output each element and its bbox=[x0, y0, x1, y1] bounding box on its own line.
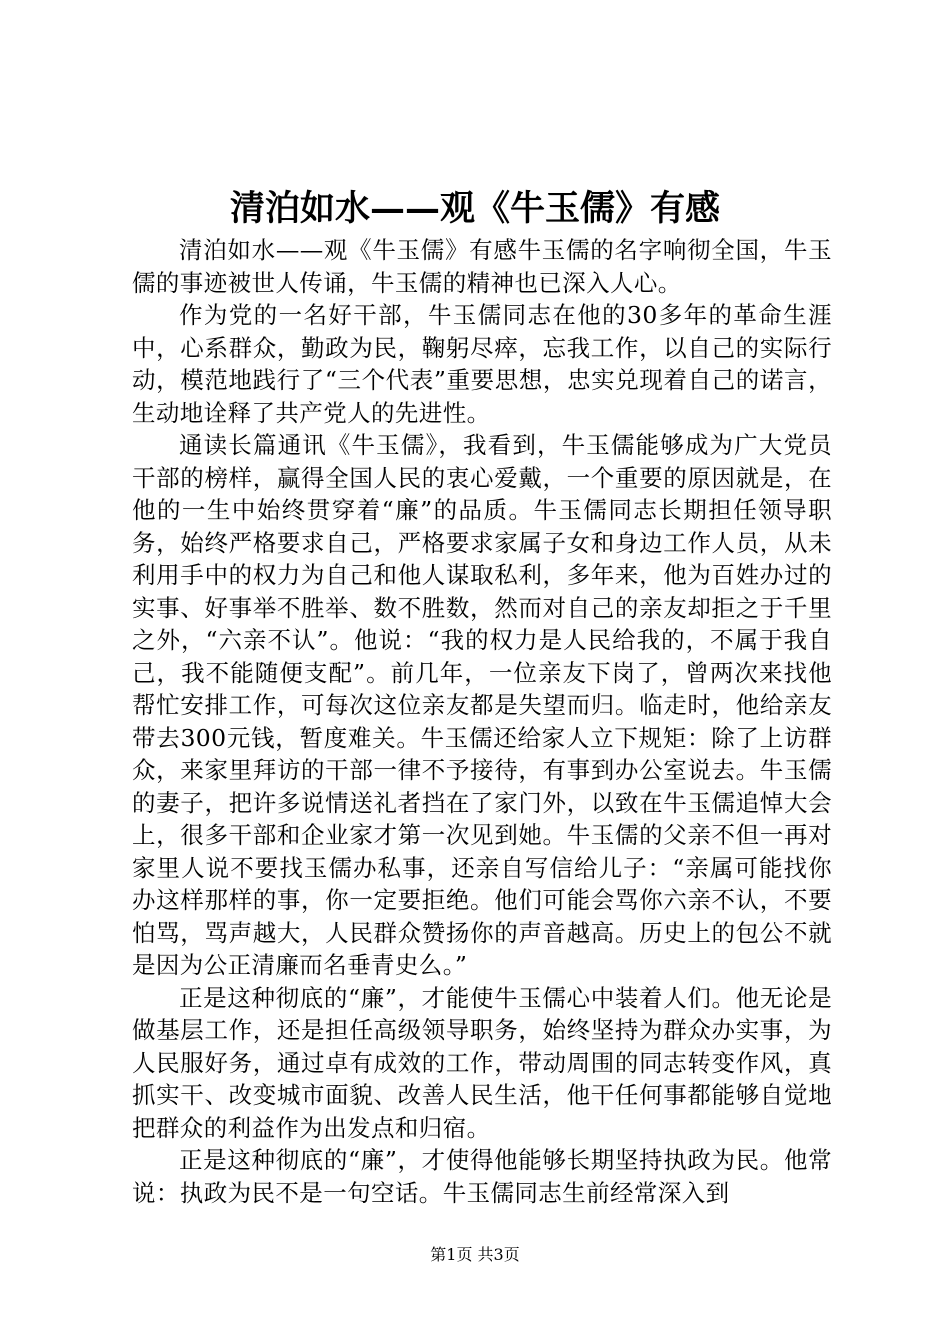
page-title: 清泊如水——观《牛玉儒》有感 bbox=[229, 188, 720, 229]
paragraph-2: 作为党的一名好干部，牛玉儒同志在他的30多年的革命生涯中，心系群众，勤政为民，鞠躬尽瘁，忘我工作，以自己的实际行动，模范地践行了“三个代表”重要思想，忠实兑现着自己的诺言，生动地诠释了共产党人的先进性。 bbox=[132, 301, 832, 427]
page-number-footer: 第1页 共3页 bbox=[430, 1245, 520, 1264]
paragraph-5: 正是这种彻底的“廉”，才使得他能够长期坚持执政为民。他常说：执政为民不是一句空话。牛玉儒同志生前经常深入到 bbox=[132, 1146, 832, 1207]
paragraph-1: 清泊如水——观《牛玉儒》有感牛玉儒的名字响彻全国，牛玉儒的事迹被世人传诵，牛玉儒的精神也已深入人心。 bbox=[132, 236, 832, 297]
document-body bbox=[132, 234, 832, 1209]
paragraph-4: 正是这种彻底的“廉”，才能使牛玉儒心中装着人们。他无论是做基层工作，还是担任高级领导职务，始终坚持为群众办实事，为人民服好务，通过卓有成效的工作，带动周围的同志转变作风，真抓实干、改变城市面貌、改善人民生活，他干任何事都能够自觉地把群众的利益作为出发点和归宿。 bbox=[132, 983, 832, 1142]
paragraph-3: 通读长篇通讯《牛玉儒》，我看到，牛玉儒能够成为广大党员干部的榜样，赢得全国人民的衷心爱戴，一个重要的原因就是，在他的一生中始终贯穿着“廉”的品质。牛玉儒同志长期担任领导职务，始终严格要求自己，严格要求家属子女和身边工作人员，从未利用手中的权力为自己和他人谋取私利，多年来，他为百姓办过的实事、好事举不胜举、数不胜数，然而对自己的亲友却拒之于千里之外，“六亲不认”。他说：“我的权力是人民给我的，不属于我自己，我不能随便支配”。前几年，一位亲友下岗了，曾两次来找他帮忙安排工作，可每次这位亲友都是失望而归。临走时，他给亲友带去300元钱，暂度难关。牛玉儒还给家人立下规矩：除了上访群众，来家里拜访的干部一律不予接待，有事到办公室说去。牛玉儒的妻子，把许多说情送礼者挡在了家门外，以致在牛玉儒追悼大会上，很多干部和企业家才第一次见到她。牛玉儒的父亲不但一再对家里人说不要找玉儒办私事，还亲自写信给儿子：“亲属可能找你办这样那样的事，你一定要拒绝。他们可能会骂你六亲不认，不要怕骂，骂声越大，人民群众赞扬你的声音越高。历史上的包公不就是因为公正清廉而名垂青史么。” bbox=[132, 431, 832, 979]
